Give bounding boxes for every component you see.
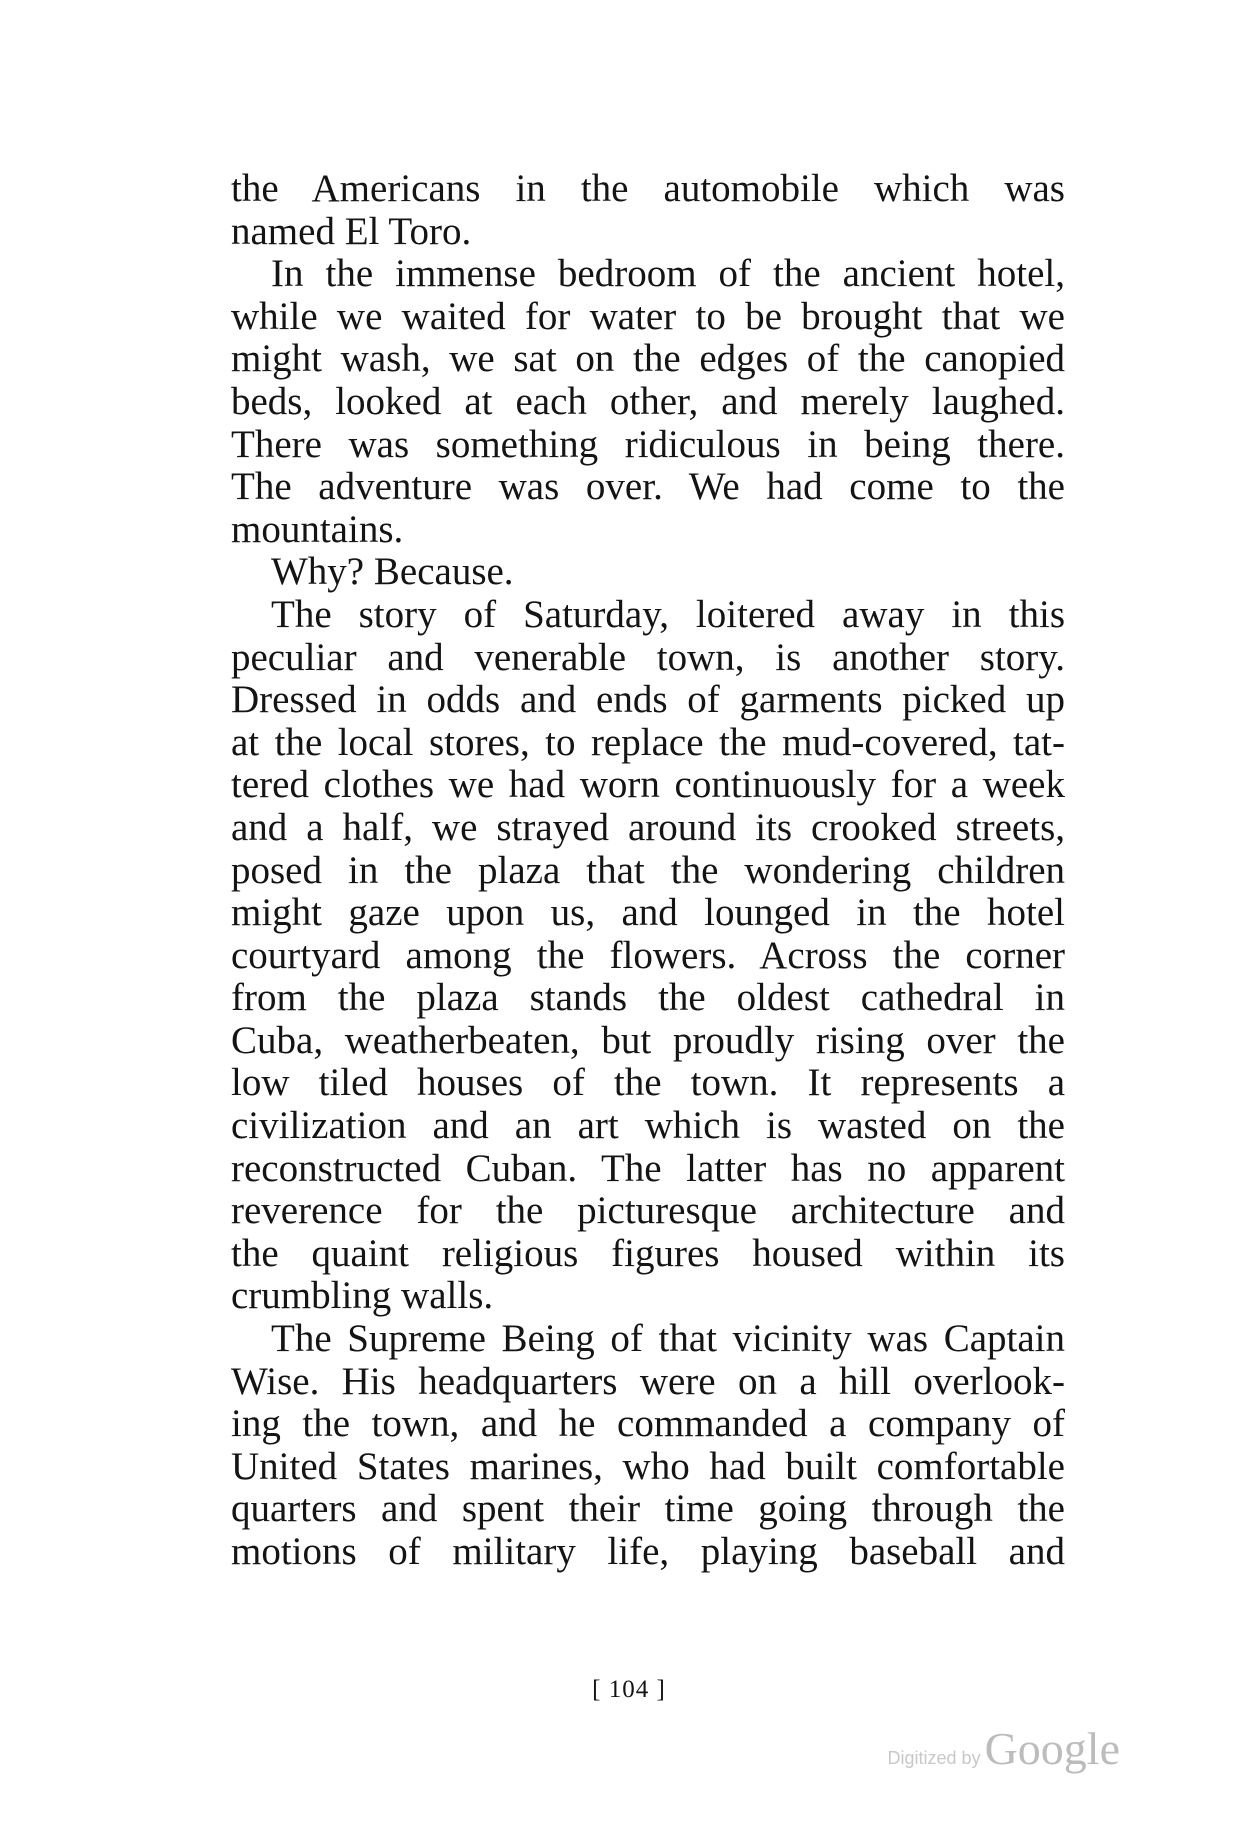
text-line: crumbling walls.	[231, 1274, 494, 1318]
text-line: named El Toro.	[231, 209, 472, 253]
text-line: civilization and an art which is wasted on the	[231, 1104, 1065, 1148]
text-line: courtyard among the flowers. Across the corner	[231, 933, 1065, 977]
text-line: quarters and spent their time going through the	[231, 1487, 1065, 1531]
text-line: might wash, we sat on the edges of the canopied	[231, 337, 1065, 381]
text-line: the Americans in the automobile which was	[231, 167, 1065, 210]
text-line: at the local stores, to replace the mud-covered, tat-	[231, 720, 1065, 764]
text-line: while we waited for water to be brought that we	[231, 294, 1065, 338]
text-line: Dressed in odds and ends of garments picked up	[231, 678, 1065, 722]
text-line: and a half, we strayed around its crooked streets,	[231, 805, 1065, 849]
google-logo: Google	[984, 1723, 1120, 1774]
text-line: Why? Because.	[271, 550, 514, 594]
text-line: Wise. His headquarters were on a hill overlook-	[231, 1359, 1065, 1403]
text-line: from the plaza stands the oldest cathedral in	[231, 976, 1065, 1020]
text-line: reverence for the picturesque architecture and	[231, 1189, 1065, 1233]
text-line: The adventure was over. We had come to the	[231, 465, 1065, 509]
text-line: tered clothes we had worn continuously for a week	[231, 763, 1065, 807]
text-line: ing the town, and he commanded a company of	[231, 1402, 1065, 1446]
text-line: Cuba, weatherbeaten, but proudly rising over the	[231, 1018, 1065, 1062]
text-line: the quaint religious figures housed within its	[231, 1231, 1065, 1275]
text-line: The story of Saturday, loitered away in this	[271, 592, 1065, 636]
text-line: There was something ridiculous in being there.	[231, 422, 1065, 466]
text-line: might gaze upon us, and lounged in the hotel	[231, 891, 1065, 935]
text-line: In the immense bedroom of the ancient hotel,	[271, 252, 1065, 296]
text-line: The Supreme Being of that vicinity was Captain	[271, 1317, 1065, 1361]
digitized-by-watermark	[820, 1722, 1120, 1782]
text-line: mountains.	[231, 507, 404, 551]
text-line: beds, looked at each other, and merely laughed.	[231, 379, 1065, 423]
body-text	[231, 168, 1065, 1574]
page-number: [ 104 ]	[592, 1676, 666, 1703]
text-line: reconstructed Cuban. The latter has no apparent	[231, 1146, 1065, 1190]
text-line: posed in the plaza that the wondering children	[231, 848, 1065, 892]
watermark-prefix: Digitized by	[887, 1748, 981, 1768]
text-line: United States marines, who had built comfortable	[231, 1444, 1065, 1488]
text-line: motions of military life, playing baseball and	[231, 1530, 1065, 1573]
text-line: peculiar and venerable town, is another story.	[231, 635, 1065, 679]
text-line: low tiled houses of the town. It represents a	[231, 1061, 1065, 1105]
